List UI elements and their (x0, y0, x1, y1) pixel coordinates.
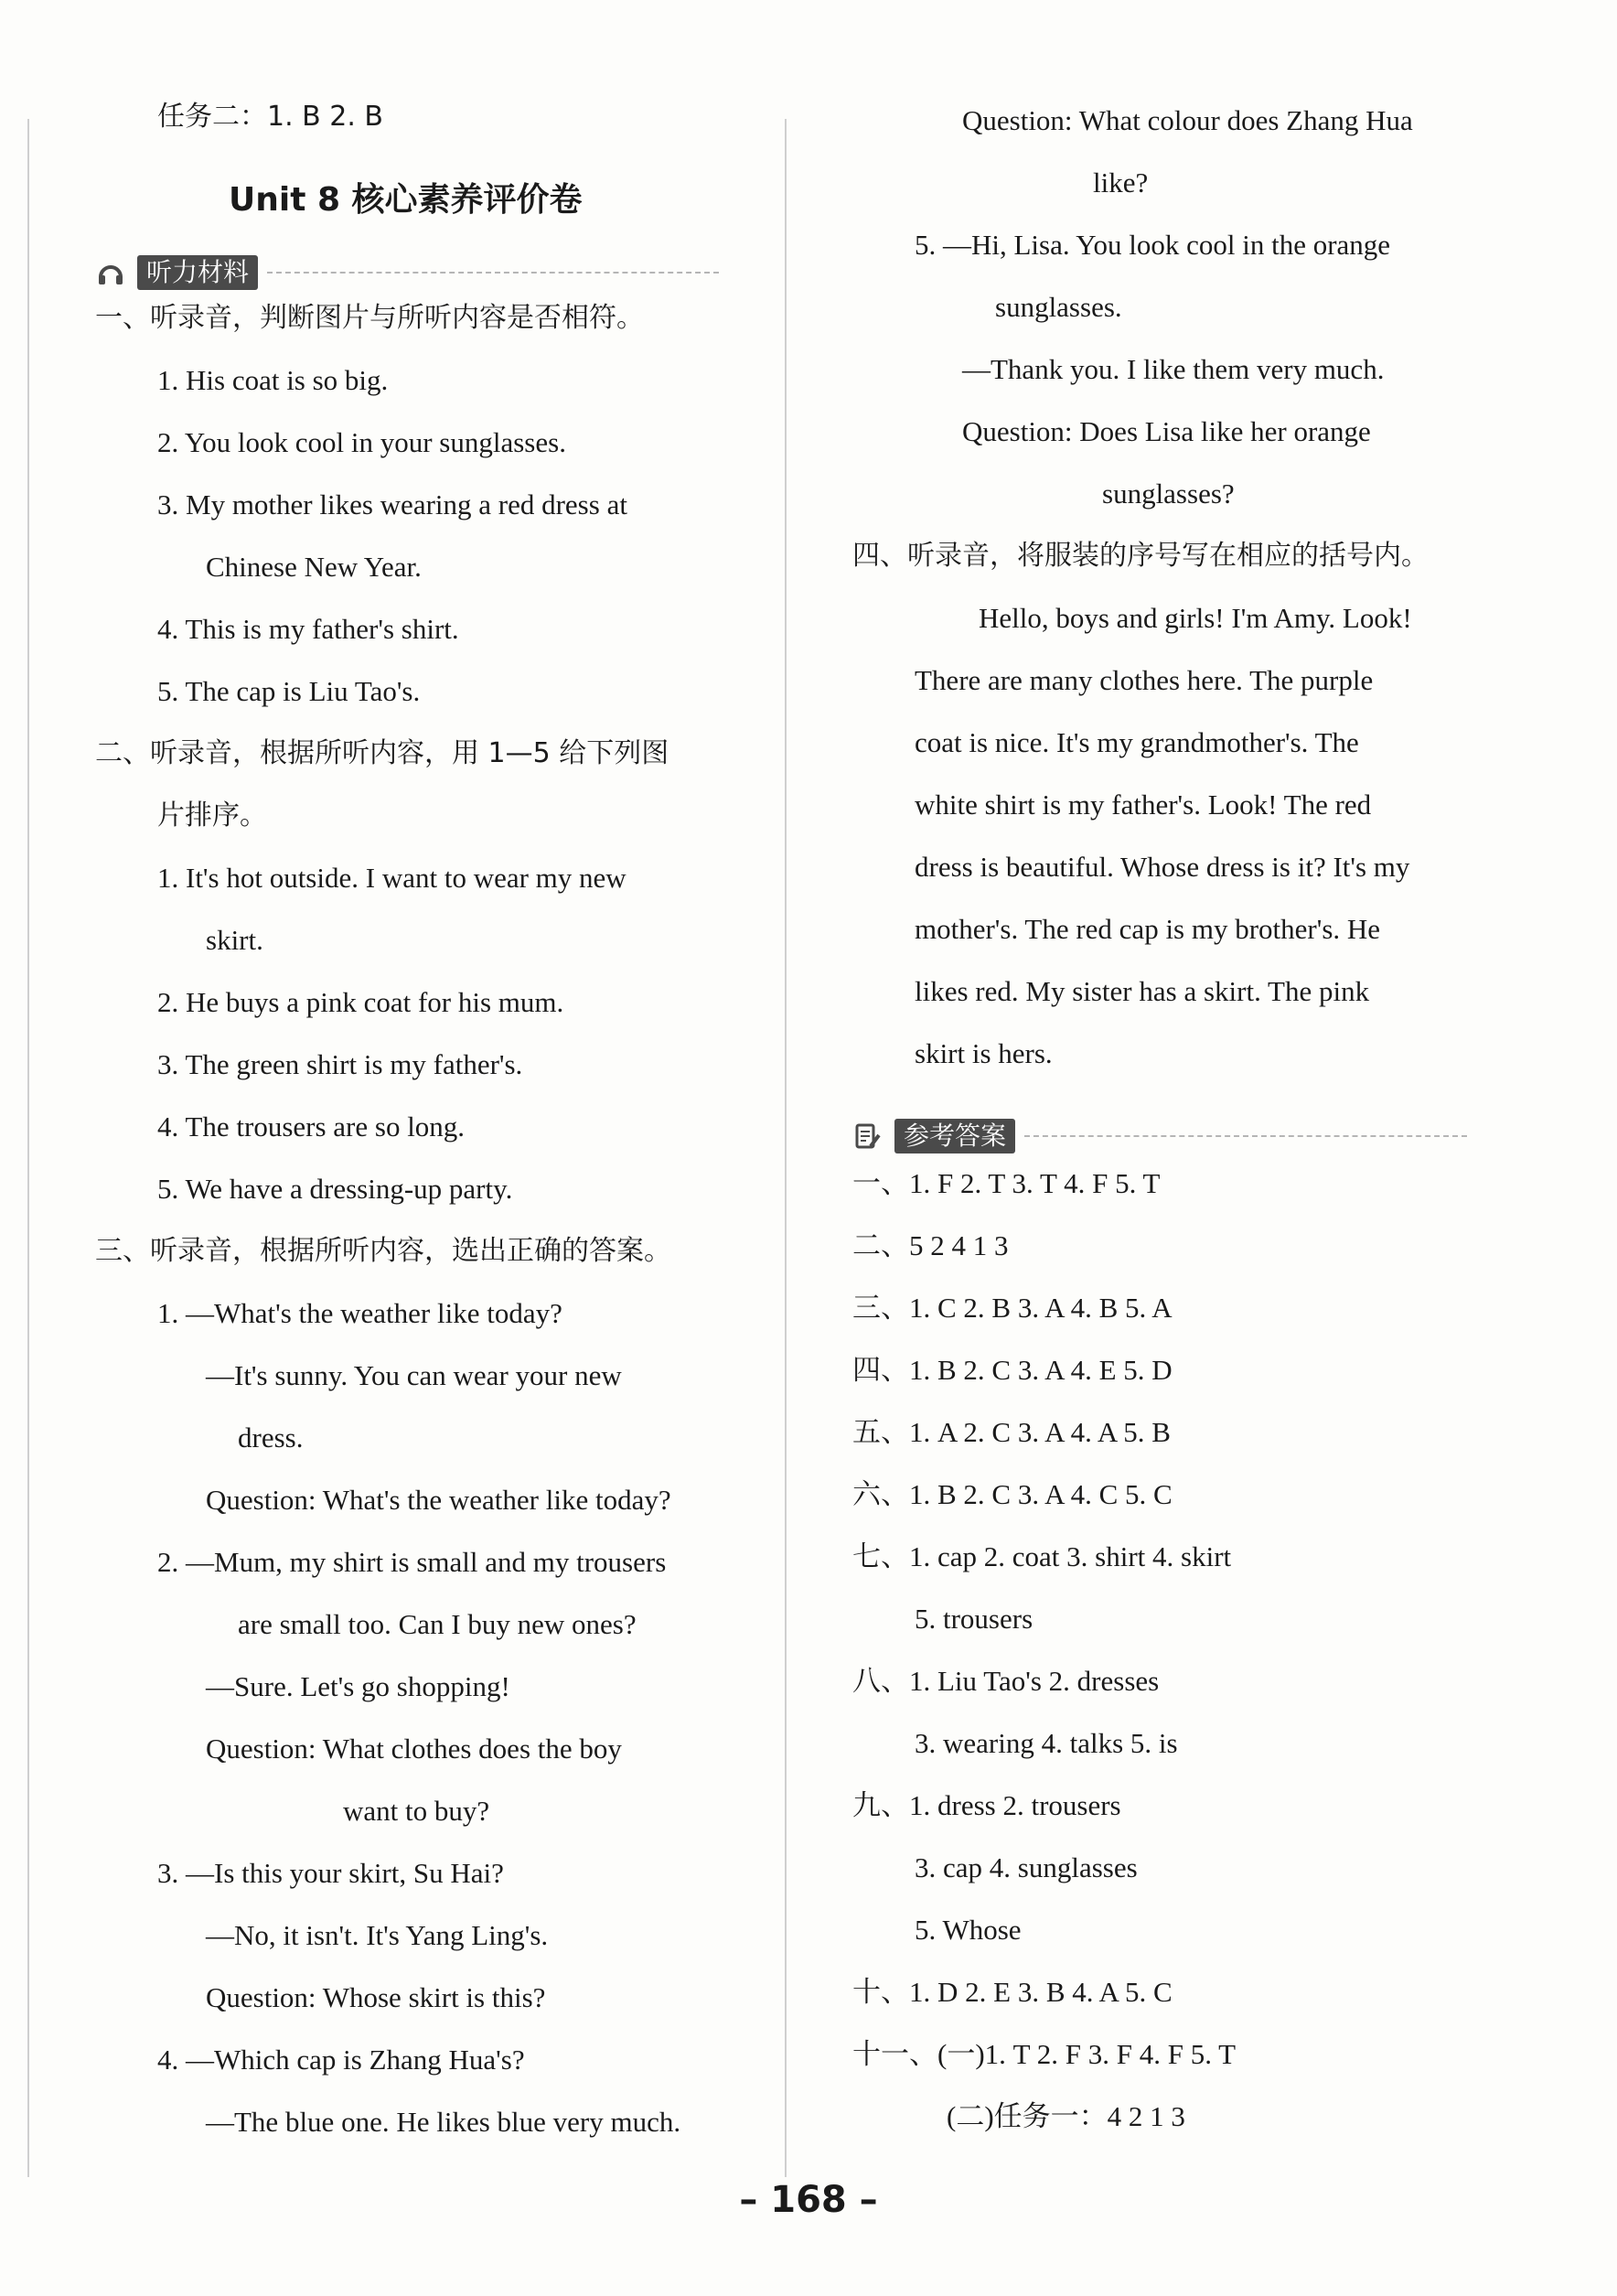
right-text-line: Hello, boys and girls! I'm Amy. Look! (979, 602, 1412, 634)
right-text-line: 四、1. B 2. C 3. A 4. E 5. D (852, 1354, 1173, 1386)
left-text-line: 一、听录音，判断图片与所听内容是否相符。 (95, 302, 644, 334)
left-text-line: 4. This is my father's shirt. (157, 613, 459, 645)
right-text-line: mother's. The red cap is my brother's. He (915, 913, 1381, 945)
banner-dashed-rule (1024, 1135, 1467, 1137)
right-text-line: sunglasses? (1102, 477, 1235, 510)
right-text-line: Question: Does Lisa like her orange (962, 415, 1371, 447)
right-text-line: 一、1. F 2. T 3. T 4. F 5. T (852, 1167, 1161, 1199)
answer-key-label: 参考答案 (894, 1119, 1015, 1153)
right-text-line: 十、1. D 2. E 3. B 4. A 5. C (852, 1976, 1173, 2008)
left-text-line: are small too. Can I buy new ones? (238, 1608, 637, 1640)
right-text-line: skirt is hers. (915, 1037, 1053, 1069)
left-margin-rule (27, 119, 29, 2177)
right-text-line: 3. cap 4. sunglasses (915, 1851, 1138, 1883)
left-text-line: 三、听录音，根据所听内容，选出正确的答案。 (95, 1235, 671, 1267)
right-text-line: 二、5 2 4 1 3 (852, 1229, 1009, 1261)
right-text-line: 5. —Hi, Lisa. You look cool in the orange (915, 229, 1391, 261)
left-text-line: 3. My mother likes wearing a red dress at (157, 488, 627, 520)
left-text-line: 1. It's hot outside. I want to wear my new (157, 862, 626, 894)
left-text-line: 1. —What's the weather like today? (157, 1297, 562, 1329)
left-text-line: —No, it isn't. It's Yang Ling's. (206, 1919, 549, 1951)
left-text-line: 5. We have a dressing-up party. (157, 1173, 513, 1205)
left-text-line: 1. His coat is so big. (157, 364, 389, 396)
left-text-line: 片排序。 (157, 799, 267, 831)
left-text-line: —The blue one. He likes blue very much. (206, 2106, 681, 2138)
left-text-line: dress. (238, 1422, 304, 1454)
left-text-line: 2. He buys a pink coat for his mum. (157, 986, 564, 1018)
left-text-line: 2. You look cool in your sunglasses. (157, 426, 566, 458)
right-text-line: sunglasses. (995, 291, 1122, 323)
left-text-line: Chinese New Year. (206, 551, 422, 583)
right-text-line: 3. wearing 4. talks 5. is (915, 1727, 1178, 1759)
right-text-line: 5. Whose (915, 1914, 1022, 1946)
headphones-icon (97, 259, 124, 286)
right-text-line: (二)任务一：4 2 1 3 (947, 2100, 1185, 2132)
notebook-pencil-icon (854, 1122, 882, 1150)
left-text-line: skirt. (206, 924, 263, 956)
right-text-line: There are many clothes here. The purple (915, 664, 1374, 696)
right-text-line: coat is nice. It's my grandmother's. The (915, 726, 1359, 758)
column-divider (785, 119, 787, 2177)
right-text-line: 四、听录音，将服装的序号写在相应的括号内。 (852, 540, 1429, 572)
banner-dashed-rule (267, 272, 719, 274)
left-text-line: Question: Whose skirt is this? (206, 1981, 546, 2013)
right-text-line: likes red. My sister has a skirt. The pink (915, 975, 1370, 1007)
answer-key-banner (854, 1118, 1467, 1154)
unit-title: Unit 8 核心素养评价卷 (229, 181, 583, 219)
left-text-line: 3. The green shirt is my father's. (157, 1048, 523, 1080)
right-text-line: 三、1. C 2. B 3. A 4. B 5. A (852, 1292, 1173, 1324)
left-text-line: —It's sunny. You can wear your new (206, 1359, 622, 1391)
right-text-line: 十一、(一)1. T 2. F 3. F 4. F 5. T (852, 2038, 1237, 2070)
left-text-line: 二、听录音，根据所听内容，用 1—5 给下列图 (95, 737, 669, 769)
right-text-line: 五、1. A 2. C 3. A 4. A 5. B (852, 1416, 1171, 1448)
left-text-line: Question: What's the weather like today? (206, 1484, 671, 1516)
right-text-line: Question: What colour does Zhang Hua (962, 104, 1413, 136)
left-text-line: Question: What clothes does the boy (206, 1733, 622, 1765)
listening-material-label: 听力材料 (137, 255, 258, 290)
left-text-line: 5. The cap is Liu Tao's. (157, 675, 421, 707)
left-text-line: 任务二：1. B 2. B (157, 101, 384, 133)
left-text-line: want to buy? (343, 1795, 490, 1827)
right-text-line: like? (1093, 166, 1149, 198)
right-text-line: 七、1. cap 2. coat 3. shirt 4. skirt (852, 1540, 1232, 1572)
left-text-line: 4. —Which cap is Zhang Hua's? (157, 2044, 525, 2076)
listening-material-banner (97, 254, 719, 291)
right-text-line: white shirt is my father's. Look! The red (915, 789, 1372, 821)
left-text-line: 3. —Is this your skirt, Su Hai? (157, 1857, 504, 1889)
right-text-line: 5. trousers (915, 1603, 1033, 1635)
right-text-line: 九、1. dress 2. trousers (852, 1789, 1121, 1821)
right-text-line: dress is beautiful. Whose dress is it? It's my (915, 851, 1410, 883)
page-number: – 168 – (739, 2179, 878, 2221)
right-text-line: 八、1. Liu Tao's 2. dresses (852, 1665, 1160, 1697)
left-text-line: —Sure. Let's go shopping! (206, 1670, 510, 1702)
right-text-line: 六、1. B 2. C 3. A 4. C 5. C (852, 1478, 1173, 1510)
left-text-line: 2. —Mum, my shirt is small and my trousers (157, 1546, 667, 1578)
left-text-line: 4. The trousers are so long. (157, 1110, 466, 1143)
right-text-line: —Thank you. I like them very much. (962, 353, 1385, 385)
